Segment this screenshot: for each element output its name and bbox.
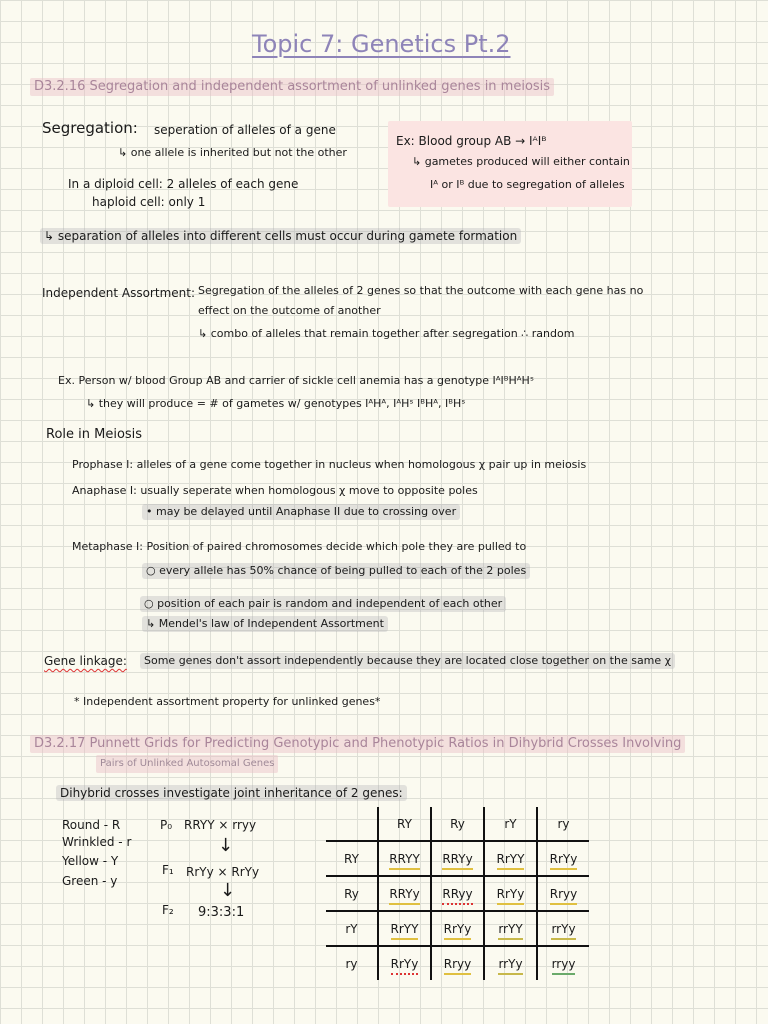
gene-linkage-term: Gene linkage: [44,654,127,668]
independent-assortment-footnote: * Independent assortment property for unlinked genes* [74,695,381,708]
punnett-cell [537,946,589,980]
punnett-cell-value: RrYY [497,852,525,870]
segregation-definition: seperation of alleles of a gene [154,123,336,137]
punnett-cell-value: RrYy [550,852,578,870]
punnett-square [326,807,589,980]
cross-f2-label: F₂ [162,903,174,917]
metaphase-subnote-1: ○ every allele has 50% chance of being pulled to each of the 2 poles [142,563,530,579]
section-heading-text: Segregation and independent assortment of unlinked genes in meiosis [89,79,551,94]
section-heading-d3-2-16 [30,78,554,96]
punnett-cell [484,876,537,911]
punnett-col-header: rY [484,807,537,841]
metaphase-note: Metaphase I: Position of paired chromosomes decide which pole they are pulled to [72,540,527,553]
punnett-cell [378,911,431,946]
punnett-cell-value: RrYy [391,957,419,975]
punnett-col-header: Ry [431,807,484,841]
prophase-note: Prophase I: alleles of a gene come together in nucleus when homologous χ pair up in meiosis [72,458,587,471]
punnett-cell [378,841,431,876]
section-heading-d3-2-17: D3.2.17 Punnett Grids for Predicting Genotypic and Phenotypic Ratios in Dihybrid Crosses Involving [30,735,685,753]
example-line-2: ↳ gametes produced will either contain [412,155,630,168]
punnett-cell-value: RrYY [391,922,419,940]
blood-group-example-box [388,121,632,207]
page-title: Topic 7: Genetics Pt.2 [252,30,511,58]
punnett-cell [537,841,589,876]
punnett-corner [326,807,378,841]
cross-arrow-2: ↓ [220,880,236,901]
independent-assortment-term: Independent Assortment: [42,286,195,300]
punnett-cell-value: RrYy [497,887,525,905]
punnett-cell-value: rrYy [551,922,575,940]
section-heading-d3-2-17-cont: Pairs of Unlinked Autosomal Genes [96,755,278,773]
segregation-subnote: ↳ one allele is inherited but not the other [118,146,347,159]
key-wrinkled: Wrinkled - r [62,835,132,849]
punnett-cell-value: Rryy [444,957,471,975]
punnett-row-header: rY [326,911,378,946]
independent-assortment-def-2: effect on the outcome of another [198,304,381,317]
cross-arrow-1: ↓ [218,835,234,856]
punnett-row-header: ry [326,946,378,980]
anaphase-subnote: • may be delayed until Anaphase II due to crossing over [142,504,460,520]
cross-p0: RRYY × rryy [184,818,257,832]
punnett-cell-value: rrYY [498,922,522,940]
punnett-cell [431,841,484,876]
example-line-3: Iᴬ or Iᴮ due to segregation of alleles [430,178,625,191]
punnett-cell-value: rryy [552,957,576,975]
punnett-cell [431,876,484,911]
independent-assortment-def-1: Segregation of the alleles of 2 genes so that the outcome with each gene has no [198,284,644,297]
cross-f1-label: F₁ [162,863,174,877]
punnett-col-header: RY [378,807,431,841]
haploid-note: haploid cell: only 1 [92,195,206,209]
gene-linkage-definition: Some genes don't assort independently because they are located close together on the same χ [140,653,675,669]
key-yellow: Yellow - Y [62,854,119,868]
key-round: Round - R [62,818,121,832]
punnett-row-header: RY [326,841,378,876]
segregation-term: Segregation: [42,119,138,137]
section-id: D3.2.16 [34,79,86,94]
cross-f2-ratio: 9:3:3:1 [198,905,245,920]
punnett-cell [537,911,589,946]
blood-group-example-line-2: ↳ they will produce = # of gametes w/ genotypes IᴬHᴬ, IᴬHˢ IᴮHᴬ, IᴮHˢ [86,397,466,410]
punnett-cell-value: RRYy [389,887,419,905]
punnett-cell-value: RrYy [444,922,472,940]
punnett-row-header: Ry [326,876,378,911]
punnett-cell [378,946,431,980]
punnett-cell-value: rrYy [498,957,522,975]
punnett-cell-value: Rryy [550,887,577,905]
metaphase-subnote-3: ↳ Mendel's law of Independent Assortment [142,616,388,632]
independent-assortment-def-3: ↳ combo of alleles that remain together after segregation ∴ random [198,327,575,340]
punnett-cell [431,946,484,980]
anaphase-note: Anaphase I: usually seperate when homologous χ move to opposite poles [72,484,478,497]
example-line-1: Ex: Blood group AB → IᴬIᴮ [396,134,547,148]
dihybrid-cross-note: Dihybrid crosses investigate joint inheritance of 2 genes: [56,785,407,801]
role-in-meiosis-heading: Role in Meiosis [46,427,143,442]
punnett-col-header: ry [537,807,589,841]
punnett-cell [484,911,537,946]
punnett-cell [537,876,589,911]
punnett-cell [378,876,431,911]
punnett-cell-value: RRYy [442,852,472,870]
punnett-cell-value: RRYY [389,852,420,870]
metaphase-subnote-2: ○ position of each pair is random and independent of each other [140,596,506,612]
punnett-cell [431,911,484,946]
cross-p0-label: P₀ [160,818,173,832]
key-green: Green - y [62,874,118,888]
punnett-cell-value: RRyy [442,887,472,905]
diploid-note: In a diploid cell: 2 alleles of each gene [68,177,299,191]
cross-f1: RrYy × RrYy [186,865,260,879]
punnett-cell [484,946,537,980]
punnett-cell [484,841,537,876]
blood-group-example-line-1: Ex. Person w/ blood Group AB and carrier of sickle cell anemia has a genotype IᴬIᴮHᴬHˢ [58,374,534,387]
separation-note: ↳ separation of alleles into different cells must occur during gamete formation [40,228,521,244]
